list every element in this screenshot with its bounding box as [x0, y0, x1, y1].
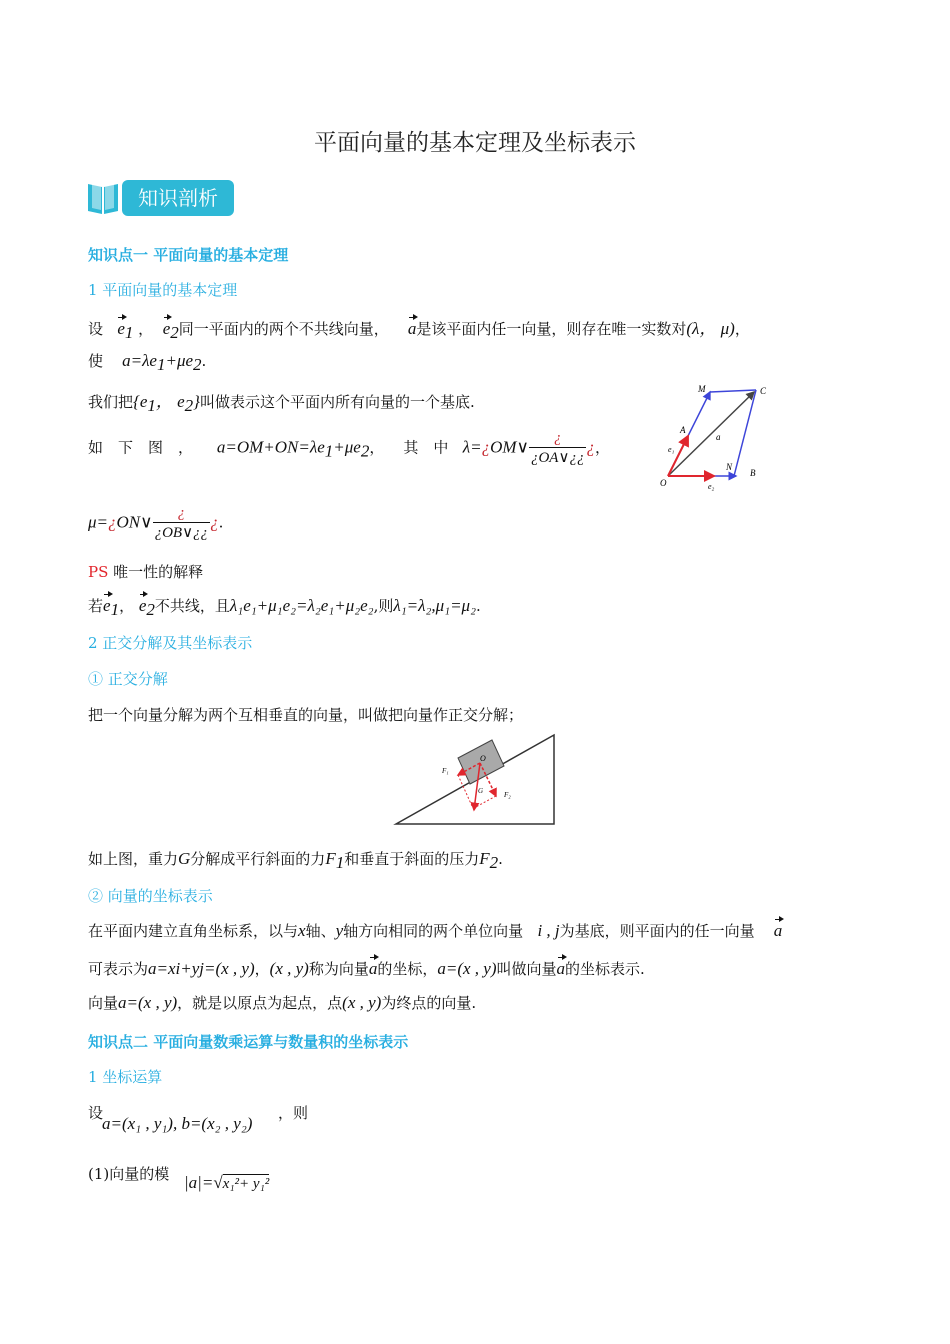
math-equation: λ₁=λ₂,μ₁=μ₂	[393, 596, 477, 615]
sub: 1	[324, 441, 334, 461]
section-banner: 知识剖析	[122, 180, 234, 216]
text: 轴方向相同的两个单位向量	[343, 922, 524, 940]
kp1-line-5	[88, 505, 223, 542]
label-e2: e₂	[708, 482, 715, 491]
math-pair: (x , y)	[269, 959, 309, 978]
kp1-line-11	[88, 992, 476, 1013]
sub: 2	[184, 396, 194, 415]
segment-mc	[710, 390, 756, 392]
kp1-line-8	[88, 848, 503, 873]
label-n: N	[726, 462, 733, 472]
kp1-line-7: 把一个向量分解为两个互相垂直的向量，叫做把向量作正交分解；	[88, 706, 524, 724]
kp2-subheading-1: 1 坐标运算	[88, 1068, 163, 1086]
text: ，就是以原点为起点，点	[177, 994, 343, 1012]
vector-e1-arrow	[668, 436, 688, 476]
math-f1: F	[325, 849, 336, 868]
kp1-line-6	[88, 595, 481, 620]
math-equation: a=(x , y)	[437, 959, 497, 978]
math-equation: +μe	[333, 437, 361, 457]
text: ，	[254, 960, 270, 978]
sub: 2	[146, 600, 155, 619]
math-lambda: λ=	[462, 437, 482, 457]
text: 称为向量	[308, 960, 369, 978]
sub: 1	[335, 853, 345, 872]
kp1-line-3	[88, 387, 475, 416]
glyph: ¿	[586, 437, 595, 457]
math-equation: +μe	[165, 351, 194, 370]
kp1-line-9	[88, 920, 782, 941]
text: 分解成平行斜面的力	[190, 850, 326, 868]
text: .	[476, 597, 481, 615]
vector-a: a	[556, 959, 566, 978]
glyph: ¿	[481, 437, 491, 457]
sub: 2	[360, 441, 370, 461]
text: ，	[119, 597, 135, 615]
vector-a: a	[368, 959, 378, 978]
kp2-line-2-equation	[184, 1173, 269, 1193]
kp2-line-2-label: (1)向量的模	[88, 1165, 170, 1183]
text: 为基底，则平面内的任一向量	[559, 922, 755, 940]
math: OM∨	[490, 437, 529, 457]
text: .	[498, 850, 503, 868]
parallelogram-figure	[656, 378, 776, 496]
math-modulus: |a|=	[184, 1173, 214, 1192]
label-e1: e₁	[668, 445, 675, 454]
text: 叫做表示这个平面内所有向量的一个基底.	[199, 393, 475, 411]
text: 若	[88, 597, 104, 615]
text: 可表示为	[88, 960, 149, 978]
text: 的坐标，	[377, 960, 438, 978]
kp1-line-2	[88, 350, 206, 375]
kp1-heading: 知识点一 平面向量的基本定理	[88, 246, 289, 264]
text: 使	[88, 352, 104, 370]
kp1-subheading-2-2: ② 向量的坐标表示	[88, 887, 213, 905]
ps-line	[88, 561, 203, 582]
glyph: ¿	[108, 512, 117, 532]
text: ，	[138, 320, 154, 338]
text: 和垂直于斜面的压力	[344, 850, 480, 868]
vector-e2: e	[162, 319, 171, 338]
open-book-icon	[86, 178, 120, 220]
text: 如上图，重力	[88, 850, 179, 868]
segment-cb	[734, 390, 756, 476]
text: 唯一性的解释	[113, 563, 204, 581]
label-c: C	[760, 386, 767, 396]
label-m: M	[698, 384, 706, 394]
vector-e1: e	[117, 319, 125, 338]
kp1-line-10	[88, 958, 645, 979]
fraction	[153, 505, 210, 542]
text: 轴、	[305, 922, 336, 940]
kp2-line-1-tail: ，则	[278, 1104, 309, 1122]
sub: 2	[193, 355, 202, 374]
text: 向量	[88, 994, 119, 1012]
kp1-subheading-2-1: ① 正交分解	[88, 670, 168, 688]
numerator: ¿	[529, 430, 586, 448]
text: 为终点的向量.	[381, 994, 477, 1012]
denominator: ¿OA∨¿¿	[530, 450, 585, 466]
text: 是该平面内任一向量，则存在唯一实数对	[416, 320, 687, 338]
math-equation: λ₁e₁+μ₁e₂=λ₂e₁+μ₂e₂	[229, 596, 374, 615]
label-a: A	[680, 425, 686, 435]
vector-e2: e	[138, 596, 147, 615]
dashed-line	[474, 796, 496, 808]
math-equation: a=xi+yj=(x , y)	[148, 959, 255, 978]
sub: 1	[147, 396, 156, 415]
math-set: {e	[133, 392, 148, 411]
kp2-line-1-label: 设	[88, 1104, 104, 1122]
label-o: O	[660, 478, 667, 488]
kp1-subheading-1: 1 平面向量的基本定理	[88, 281, 238, 299]
radical-icon: √	[213, 1173, 223, 1192]
text: 我们把	[88, 393, 134, 411]
page-title: 平面向量的基本定理及坐标表示	[314, 130, 636, 156]
text: 同一平面内的两个不共线向量，	[178, 320, 389, 338]
kp1-subheading-2: 2 正交分解及其坐标表示	[88, 634, 253, 652]
math-pair: (λ， μ)	[686, 319, 735, 338]
fraction	[529, 430, 586, 467]
sub: 2	[170, 323, 179, 342]
vector-a: a	[407, 319, 417, 338]
math-mu: μ=	[88, 512, 109, 532]
math: ON∨	[116, 512, 153, 532]
text: 其 中	[403, 438, 449, 457]
kp2-heading: 知识点二 平面向量数乘运算与数量积的坐标表示	[88, 1033, 409, 1051]
text: 如 下 图 ，	[88, 438, 194, 457]
math-y: y	[335, 921, 344, 940]
text: 的坐标表示.	[565, 960, 645, 978]
math-f2: F	[479, 849, 490, 868]
text: ，	[734, 320, 750, 338]
math-set: }	[193, 392, 200, 411]
text: ,则	[373, 597, 394, 615]
sub: 1	[124, 323, 134, 342]
text: 叫做向量	[496, 960, 557, 978]
text: ，	[594, 438, 610, 457]
math-pair: (x , y)	[342, 993, 382, 1012]
denominator: ¿OB∨¿¿	[154, 525, 209, 541]
radicand: x₁²+ y₁²	[222, 1176, 270, 1192]
kp1-line-4	[88, 430, 610, 467]
kp1-line-1	[88, 314, 750, 343]
label-f1: F₁	[442, 767, 449, 775]
math-set: ， e	[155, 392, 185, 411]
sub: 1	[110, 600, 120, 619]
label-f2: F₂	[504, 791, 511, 799]
text: .	[201, 352, 207, 370]
vector-e1: e	[103, 596, 111, 615]
math-ij: i , j	[537, 921, 560, 940]
math-equation: a=λe	[122, 351, 157, 370]
math-equation: a=OM+ON=λe	[216, 437, 325, 457]
text: ，	[369, 438, 385, 457]
numerator: ¿	[153, 505, 210, 523]
glyph: ¿	[210, 512, 219, 532]
label-b: B	[750, 468, 756, 478]
ps-label: PS	[88, 563, 109, 581]
text: 不共线，且	[154, 597, 230, 615]
math-x: x	[298, 921, 306, 940]
label-o: O	[480, 754, 486, 763]
math-equation: a=(x , y)	[118, 993, 178, 1012]
sub: 1	[156, 355, 166, 374]
inclined-plane-figure	[392, 730, 558, 828]
math-g: G	[178, 849, 191, 868]
label-vector-a: a	[716, 432, 721, 442]
text: 设	[88, 320, 104, 338]
label-g: G	[478, 787, 484, 795]
text: .	[218, 513, 224, 532]
text: 在平面内建立直角坐标系，以与	[88, 922, 299, 940]
kp2-line-1-equation: a=(x₁ , y₁), b=(x₂ , y₂)	[102, 1114, 253, 1133]
vector-a: a	[773, 921, 783, 940]
sub: 2	[489, 853, 499, 872]
